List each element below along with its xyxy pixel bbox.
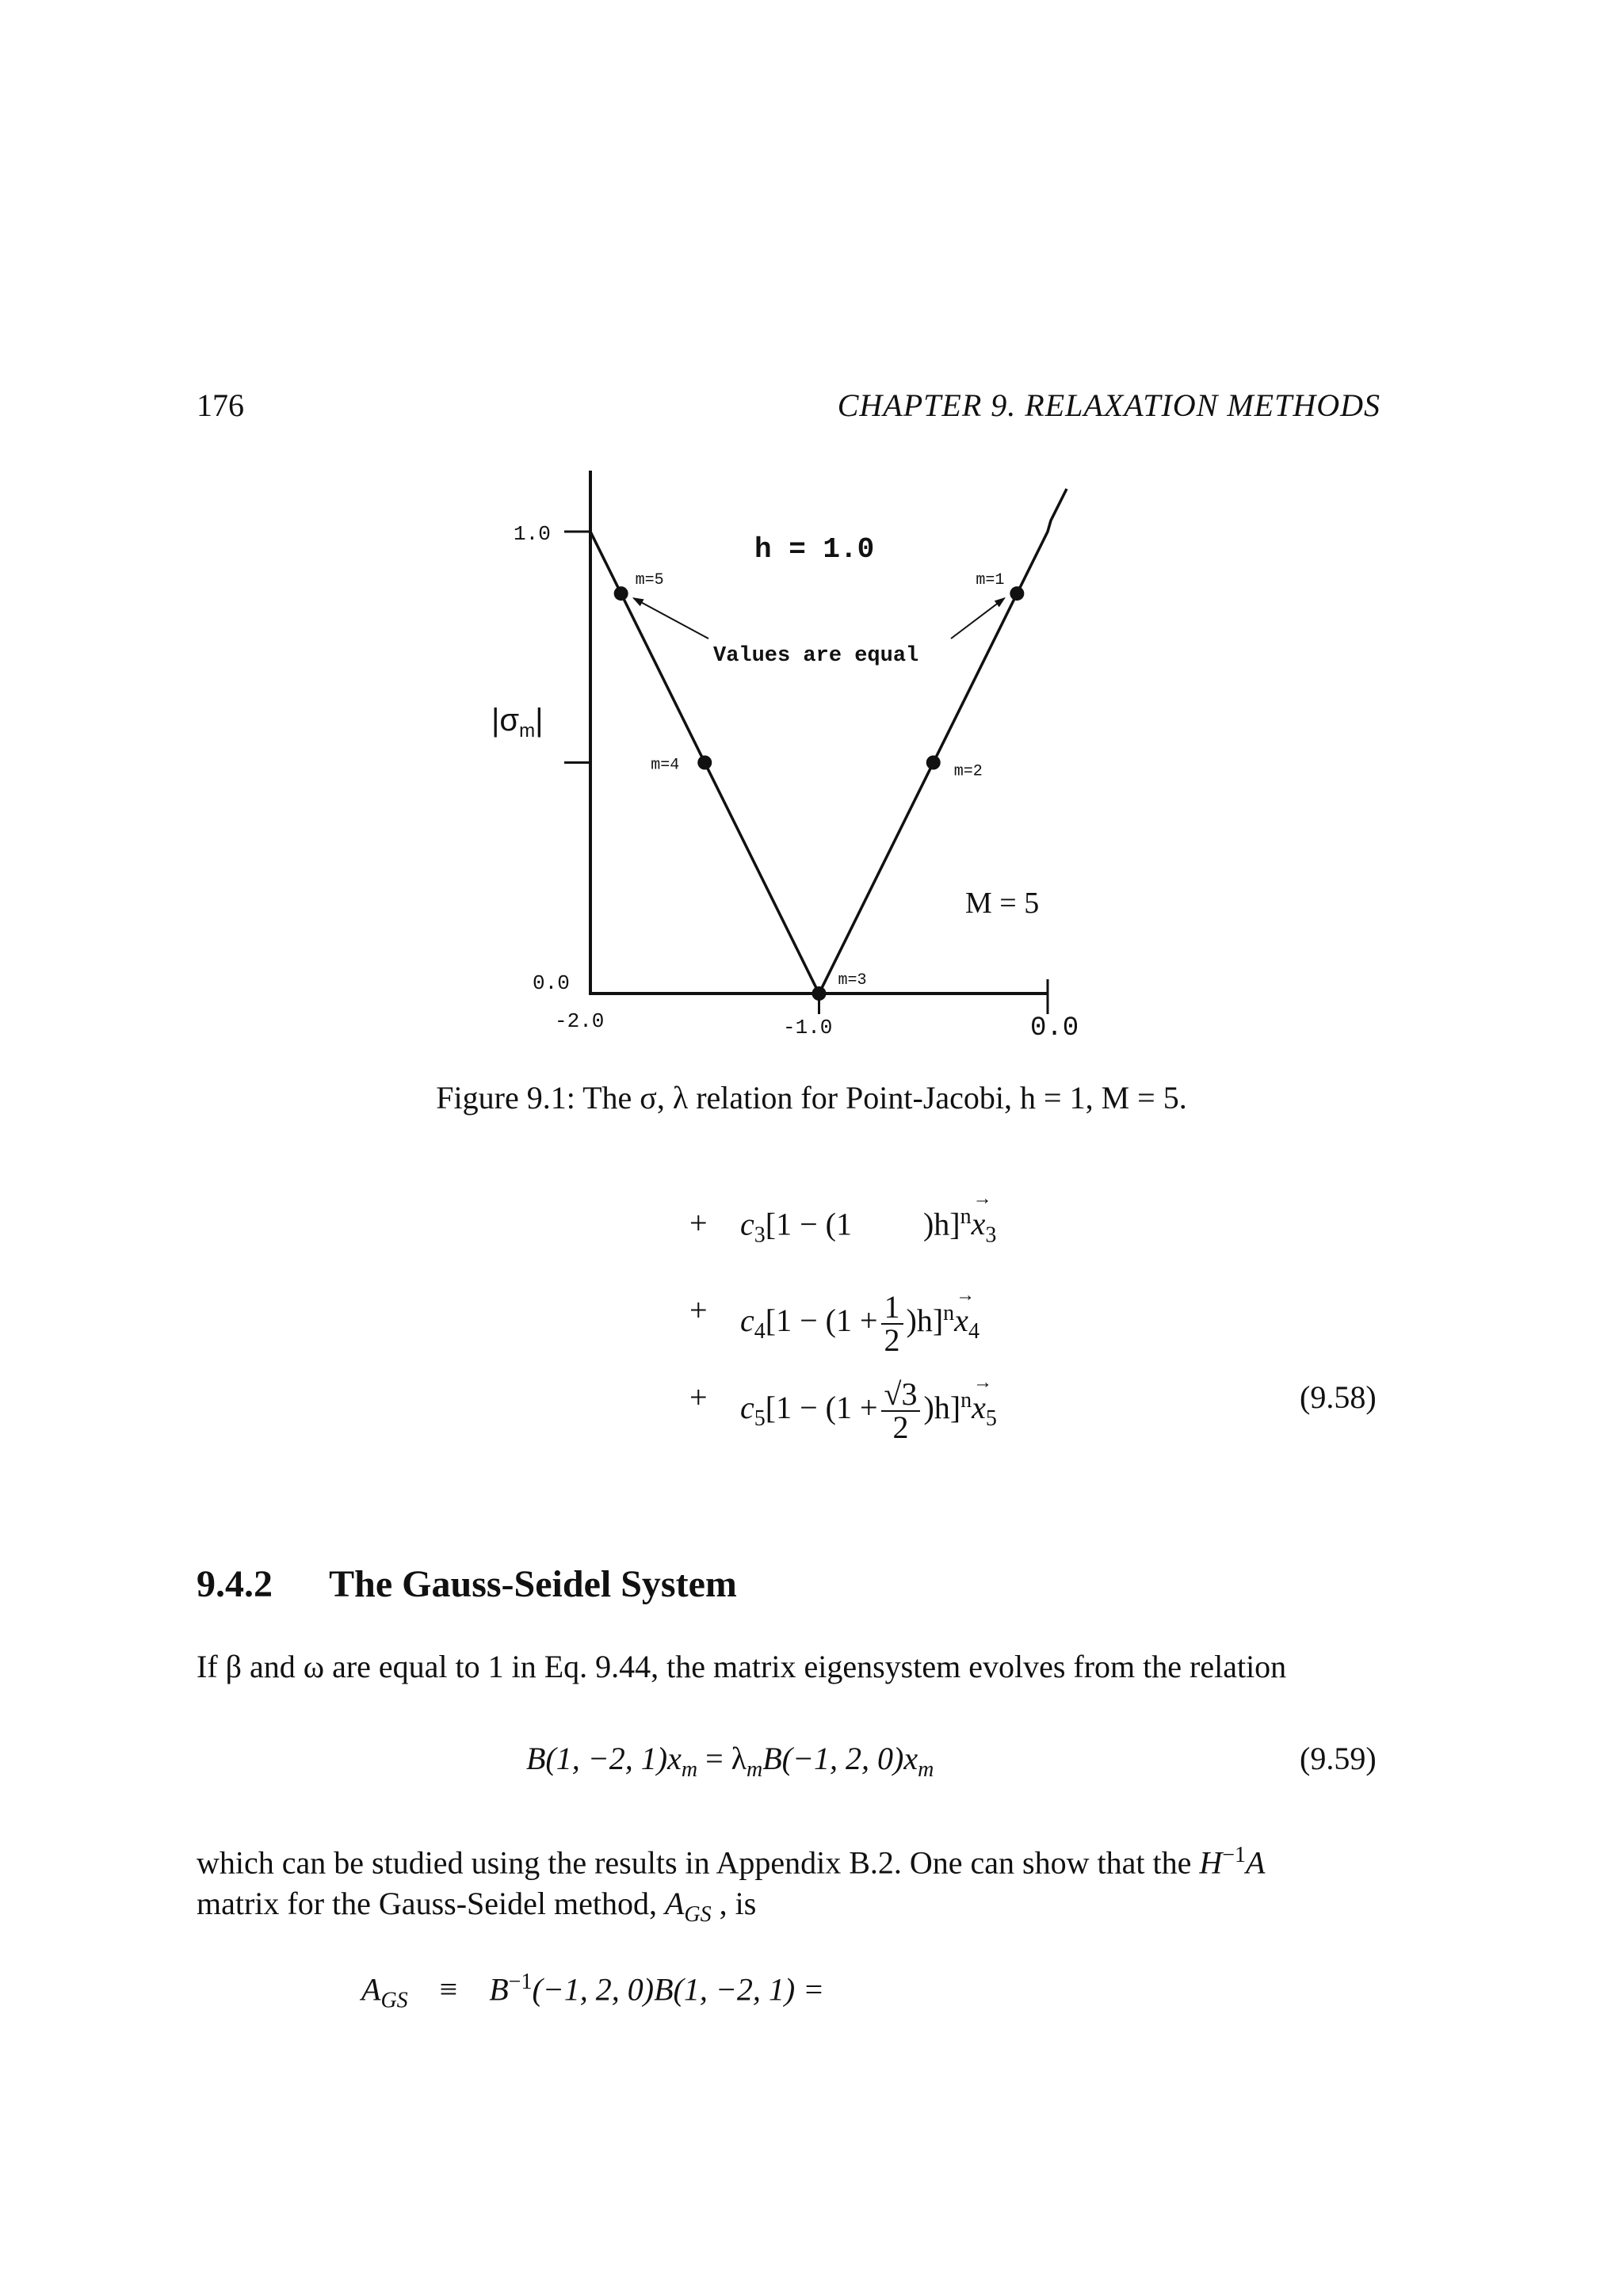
eq958-line-2 (740, 1285, 980, 1358)
eq958-sup: n (960, 1387, 972, 1413)
eq959-rhs-sub: m (918, 1757, 934, 1782)
eq958-vector: x → (971, 1188, 992, 1242)
data-point-m2 (926, 756, 941, 770)
ags-equiv: ≡ (439, 1971, 458, 2008)
x-tick-label-neg1: -1.0 (783, 1016, 833, 1039)
eq958-frac-num: √3 (881, 1379, 921, 1412)
para2-line2-pre: matrix for the Gauss-Seidel method, (197, 1886, 657, 1922)
eq958-vector: x → (954, 1285, 976, 1339)
eq958-body: [1 − (1 (765, 1206, 852, 1242)
eq958-line-1 (740, 1188, 997, 1248)
eq958-coef-sub: 3 (754, 1222, 766, 1248)
equation-ags (361, 1970, 824, 2013)
figure-9-1 (0, 0, 1623, 1062)
data-point-m5 (614, 586, 628, 601)
x-tick-label-0: 0.0 (1030, 1013, 1079, 1043)
eq958-vector: x → (972, 1372, 993, 1426)
eq958-tail: )h] (922, 1206, 960, 1242)
para2-h-sup: −1 (1222, 1843, 1247, 1867)
eq959-lhs: B(1, −2, 1)x (526, 1741, 682, 1776)
eq958-coef: c (740, 1206, 754, 1242)
eq958-frac-num: 1 (881, 1291, 903, 1325)
equation-9-59 (526, 1740, 934, 1783)
y-tick-label-1.0: 1.0 (514, 522, 551, 546)
eq958-tail: )h] (906, 1302, 944, 1339)
data-point-m4 (697, 756, 712, 770)
eq958-vector-sub: 5 (985, 1406, 997, 1432)
eq958-line-3 (740, 1372, 997, 1445)
eq958-op-1: + (689, 1205, 708, 1241)
ags-lhs-sub: GS (380, 1988, 408, 2013)
para2-ags: A (664, 1886, 685, 1922)
paragraph-2 (197, 1835, 1377, 1936)
eq958-frac-den: 2 (884, 1322, 900, 1358)
ags-lhs: A (361, 1971, 381, 2008)
section-number: 9.4.2 (197, 1563, 273, 1605)
ags-rhs-b: B (489, 1971, 509, 2008)
eq958-body: [1 − (1 + (765, 1390, 878, 1426)
y-axis-label: $|\sigma_m|$ (491, 703, 544, 742)
vector-arrow-icon: → (972, 1188, 992, 1210)
para2-h: H (1199, 1844, 1223, 1881)
eq958-coef: c (740, 1302, 754, 1339)
section-title: The Gauss-Seidel System (329, 1563, 737, 1605)
eq958-frac-den: 2 (892, 1409, 909, 1445)
para2-line2-post: , is (719, 1886, 757, 1922)
eq958-coef-sub: 5 (754, 1406, 766, 1432)
label-m-equals-5: M = 5 (965, 887, 1040, 920)
equation-9-59-number: (9.59) (1300, 1741, 1377, 1776)
eq958-number: (9.58) (1300, 1379, 1377, 1415)
para2-ags-sub: GS (684, 1902, 712, 1928)
point-label-m5: m=5 (635, 571, 664, 590)
eq958-op-3: + (689, 1379, 708, 1415)
vector-arrow-icon: → (956, 1285, 976, 1306)
eq958-vector-sub: 4 (968, 1319, 980, 1344)
arrow-to-m5 (634, 598, 708, 639)
eq959-rhs: B(−1, 2, 0)x (762, 1741, 918, 1776)
annotation-values-equal: Values are equal (713, 644, 919, 668)
eq958-coef-sub: 4 (754, 1319, 766, 1344)
running-head: CHAPTER 9. RELAXATION METHODS (837, 387, 1381, 423)
para2-a: A (1246, 1844, 1266, 1881)
ags-rhs-rest: (−1, 2, 0)B(1, −2, 1) = (532, 1971, 825, 2008)
eq959-lhs-sub: m (681, 1757, 698, 1782)
figure-caption: Figure 9.1: The σ, λ relation for Point-Jacobi, h = 1, M = 5. (436, 1080, 1187, 1116)
eq958-tail: )h] (923, 1390, 961, 1426)
eq958-sup: n (960, 1204, 972, 1229)
point-label-m3: m=3 (838, 971, 867, 990)
para2-line1: which can be studied using the results in Appendix B.2. One can show that the (197, 1844, 1192, 1881)
vector-arrow-icon: → (973, 1372, 993, 1394)
eq958-fraction (881, 1291, 903, 1356)
point-label-m4: m=4 (651, 756, 680, 775)
eq958-fraction (881, 1376, 921, 1445)
section-heading (197, 1562, 737, 1606)
eq958-body: [1 − (1 + (765, 1302, 878, 1339)
chart-title: h = 1.0 (754, 533, 875, 566)
x-tick-label-neg2: -2.0 (555, 1009, 605, 1033)
eq958-op-2: + (689, 1292, 708, 1328)
paragraph-1: If β and ω are equal to 1 in Eq. 9.44, the matrix eigensystem evolves from the relation (197, 1649, 1287, 1684)
y-tick-label-0.0: 0.0 (533, 971, 570, 995)
ags-rhs-sup: −1 (508, 1970, 533, 1994)
eq958-vector-sub: 3 (985, 1222, 997, 1248)
data-point-m1 (1010, 586, 1024, 601)
data-point-m3 (812, 986, 827, 1001)
chart-plot-area (491, 471, 1079, 1043)
point-label-m1: m=1 (976, 571, 1005, 590)
eq959-equals-lambda: = λ (705, 1741, 747, 1776)
page-number: 176 (197, 387, 244, 423)
point-label-m2: m=2 (953, 762, 983, 781)
eq958-coef: c (740, 1390, 754, 1426)
eq958-sup: n (943, 1300, 955, 1325)
eq959-lambda-sub: m (747, 1757, 763, 1782)
